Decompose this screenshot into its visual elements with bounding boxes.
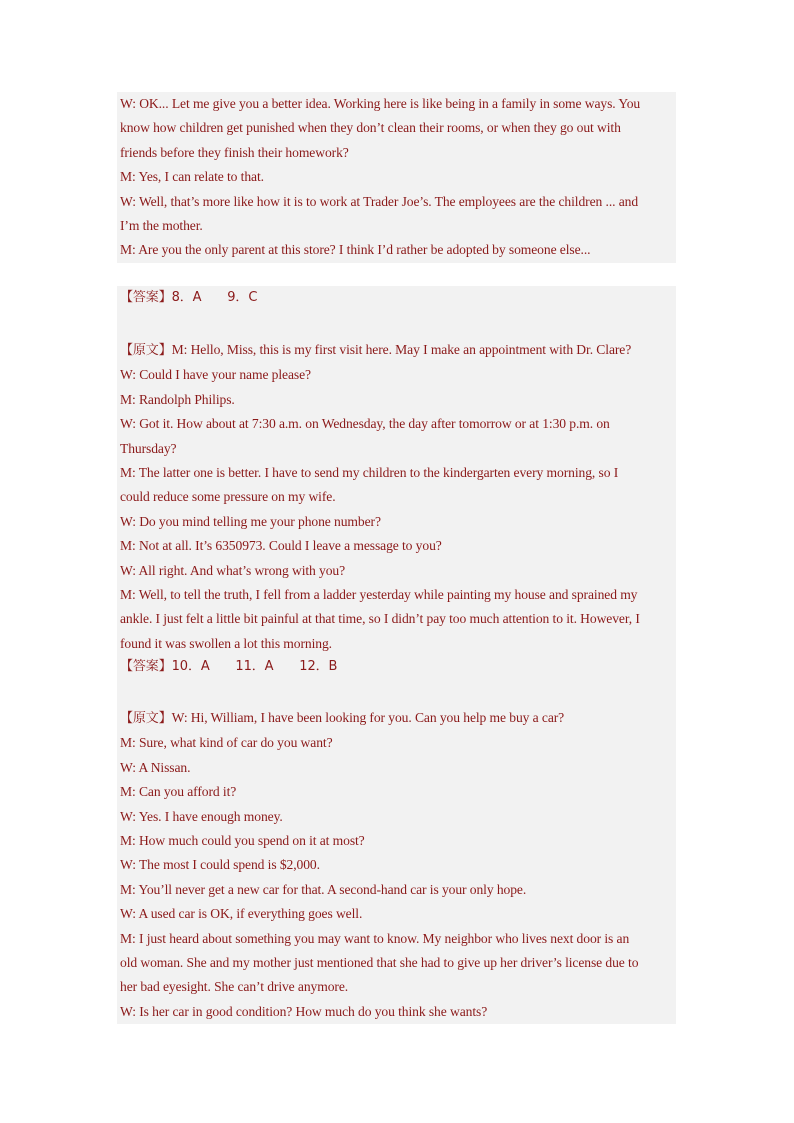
- transcript-line: M: Sure, what kind of car do you want?: [120, 735, 333, 751]
- transcript-line: M: How much could you spend on it at most?: [120, 833, 365, 849]
- transcript-line: M: Randolph Philips.: [120, 391, 235, 407]
- transcript-line: know how children get punished when they don’t clean their rooms, or when they go out with: [120, 120, 621, 136]
- transcript-line: found it was swollen a lot this morning.: [120, 635, 332, 651]
- transcript-line: [117, 338, 676, 363]
- transcript-line: M: Yes, I can relate to that.: [120, 169, 264, 185]
- transcript-line: M: You’ll never get a new car for that. A second-hand car is your only hope.: [120, 881, 527, 897]
- transcript-block-2: [117, 338, 676, 656]
- transcript-line: Thursday?: [120, 440, 177, 456]
- answer-block-1: [117, 286, 676, 338]
- transcript-line: ankle. I just felt a little bit painful at that time, so I didn’t pay too much attention to it. However, I: [120, 611, 640, 627]
- source-tag: 【原文】: [120, 343, 172, 358]
- answer-line: 【答案】8．A 9．C: [120, 290, 258, 305]
- transcript-line: W: OK... Let me give you a better idea. Working here is like being in a family in some ways. You: [120, 96, 641, 111]
- spacer: [117, 310, 676, 338]
- transcript-line: old woman. She and my mother just mentioned that she had to give up her driver’s license due to: [120, 955, 639, 971]
- source-tag: 【原文】: [120, 711, 172, 726]
- transcript-line: could reduce some pressure on my wife.: [120, 489, 336, 505]
- transcript-text: W: Hi, William, I have been looking for you. Can you help me buy a car?: [171, 710, 565, 725]
- transcript-block-3: [117, 706, 676, 1024]
- transcript-line: W: Do you mind telling me your phone number?: [120, 513, 381, 529]
- transcript-line: friends before they finish their homework?: [120, 144, 349, 160]
- transcript-line: M: Well, to tell the truth, I fell from a ladder yesterday while painting my house and sprained my: [120, 587, 638, 603]
- transcript-line: W: A Nissan.: [120, 759, 191, 775]
- transcript-line: W: Got it. How about at 7:30 a.m. on Wednesday, the day after tomorrow or at 1:30 p.m. on: [120, 416, 610, 432]
- transcript-line: M: The latter one is better. I have to send my children to the kindergarten every morning, so I: [120, 465, 619, 481]
- transcript-line: W: All right. And what’s wrong with you?: [120, 562, 346, 578]
- transcript-line: M: I just heard about something you may want to know. My neighbor who lives next door is an: [120, 930, 630, 946]
- transcript-line: [117, 706, 676, 731]
- transcript-line: M: Are you the only parent at this store? I think I’d rather be adopted by someone else...: [120, 242, 591, 258]
- transcript-line: her bad eyesight. She can’t drive anymore.: [120, 979, 349, 995]
- transcript-line: I’m the mother.: [120, 218, 203, 234]
- answer-line: 【答案】10．A 11．A 12．B: [120, 659, 338, 674]
- transcript-line: M: Can you afford it?: [120, 784, 237, 800]
- transcript-line: W: Could I have your name please?: [120, 367, 311, 383]
- transcript-line: W: Well, that’s more like how it is to work at Trader Joe’s. The employees are the children ... and: [120, 193, 639, 209]
- transcript-line: W: Is her car in good condition? How much do you think she wants?: [120, 1003, 488, 1019]
- answer-block-2: [117, 655, 676, 707]
- transcript-line: W: A used car is OK, if everything goes well.: [120, 906, 363, 922]
- transcript-line: W: The most I could spend is $2,000.: [120, 857, 320, 873]
- spacer: [117, 679, 676, 707]
- transcript-line: W: Yes. I have enough money.: [120, 808, 283, 824]
- transcript-block-1: [117, 92, 676, 263]
- transcript-line: M: Not at all. It’s 6350973. Could I leave a message to you?: [120, 538, 442, 554]
- transcript-text: M: Hello, Miss, this is my first visit here. May I make an appointment with Dr. Clare?: [171, 342, 632, 357]
